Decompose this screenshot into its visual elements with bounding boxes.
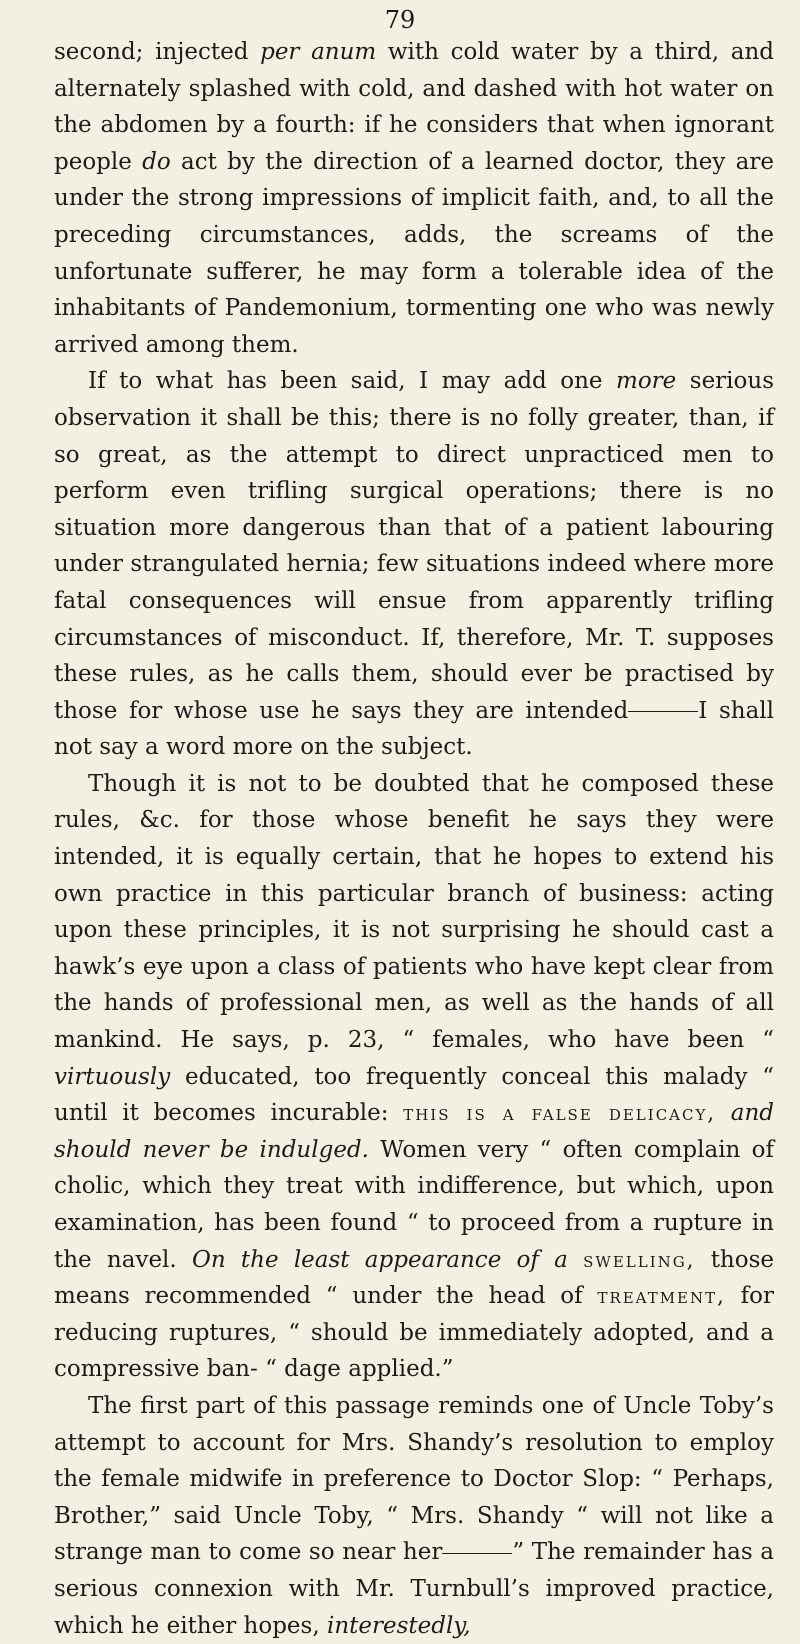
text-run: If to what has been said, I may add one — [88, 368, 617, 395]
italic-text: interestedly, — [326, 1612, 471, 1639]
italic-text: more — [616, 368, 677, 395]
text-run: educated, too frequently conceal this malady “ until it becomes incurable: — [54, 1063, 774, 1127]
em-dash-rule — [628, 711, 698, 712]
text-run: serious observation it shall be this; there is no folly greater, than, if so great, as the attempt to direct unpracticed men to perform even trifling surgical operations; there is no situation more dangerous than that of a patient labouring under strangulated hernia; few situations indeed where more fatal consequences will ensue from apparently trifling circumstances of misconduct. If, therefore, Mr. T. supposes these rules, as he calls them, should ever be practised by those for whose use he says they are intended — [54, 368, 774, 724]
text-run: second; injected — [54, 39, 261, 65]
text-run — [716, 1100, 731, 1126]
text-run: Women very “ often complain of cholic, which they treat with indifference, but which, upon examination, has been found “ to proceed from a rupture in the navel. — [54, 1136, 775, 1273]
italic-text: and should never be indulged. — [54, 1100, 774, 1163]
em-dash-rule — [442, 1553, 512, 1554]
text-run: The first part of this passage reminds one of Uncle Toby’s attempt to account for Mrs. Shandy’s resolution to employ the female midwife in preference to Doctor Slop: “ Perhaps, Brother,” said Uncle Toby, “ Mrs. Shandy “ will not like a strange man to come so near her — [54, 1392, 774, 1566]
italic-text: On the least appearance of a — [191, 1246, 568, 1273]
text-run: those means recommended “ under the head of — [54, 1246, 775, 1310]
paragraph — [54, 363, 774, 766]
small-caps-text: this is a false delicacy, — [403, 1101, 717, 1126]
italic-text: do — [142, 148, 171, 175]
paragraph — [54, 1388, 774, 1644]
text-run: with cold water by a third, and alternately splashed with cold, and dashed with hot water on the abdomen by a fourth: if he considers that when ignorant people — [54, 39, 774, 175]
text-run: I shall not say a word more on the subject. — [54, 697, 774, 761]
small-caps-text: swelling, — [583, 1247, 696, 1272]
paragraph — [54, 766, 774, 1388]
italic-text: virtuously — [54, 1063, 171, 1090]
paragraph — [54, 34, 774, 363]
small-caps-text: treatment, — [597, 1284, 726, 1309]
text-run: ” The remainder has a serious connexion with Mr. Turnbull’s improved practice, which he either hopes, — [54, 1539, 775, 1639]
text-run: Though it is not to be doubted that he composed these rules, &c. for those whose benefit he says they were intended, it is equally certain, that he hopes to extend his own practice in this particular branch of business: acting upon these principles, it is not surprising he should cast a hawk’s eye upon a class of patients who have kept clear from the hands of professional men, as well as the hands of all mankind. He says, p. 23, “ females, who have been “ — [54, 770, 774, 1054]
text-run — [568, 1247, 583, 1273]
text-run: act by the direction of a learned doctor, they are under the strong impressions of implicit faith, and, to all the preceding circumstances, adds, the screams of the unfortunate sufferer, he may form a tolerable idea of the inhabitants of Pandemonium, tormenting one who was newly arrived among them. — [54, 148, 774, 358]
body-text — [54, 34, 774, 1644]
page-number: 79 — [384, 6, 416, 34]
italic-text: per anum — [260, 39, 377, 65]
text-run: for reducing ruptures, “ should be immediately adopted, and a compressive ban- “ dage applied.” — [54, 1283, 774, 1383]
